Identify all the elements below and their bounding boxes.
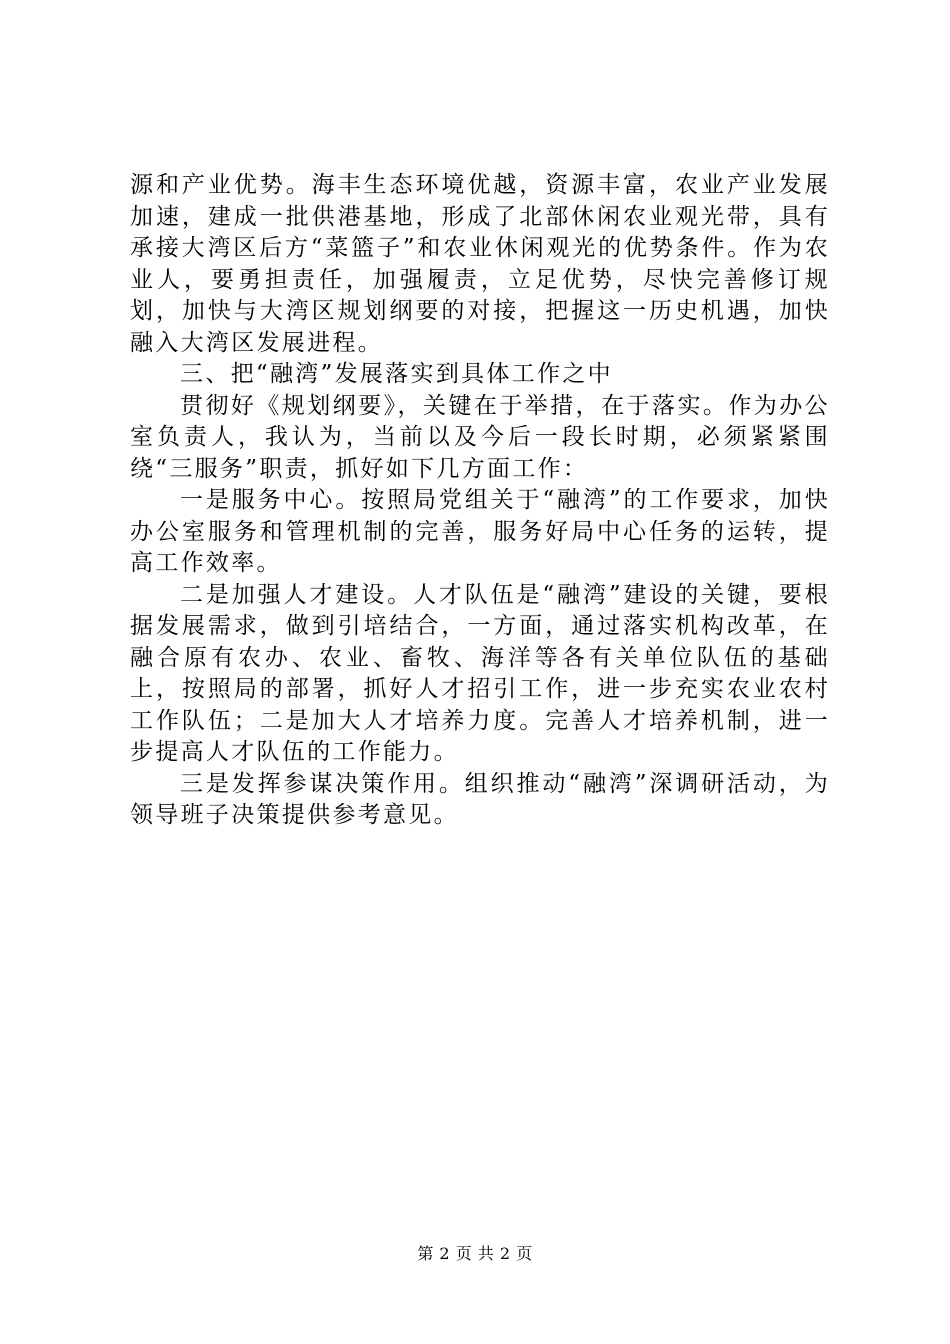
paragraph-item-1: 一是服务中心。按照局党组关于“融湾”的工作要求，加快办公室服务和管理机制的完善，服务好局中心任务的运转，提高工作效率。 xyxy=(130,487,830,576)
paragraph-item-3: 三是发挥参谋决策作用。组织推动“融湾”深调研活动，为领导班子决策提供参考意见。 xyxy=(130,770,830,828)
paragraph-continuation: 源和产业优势。海丰生态环境优越，资源丰富，农业产业发展加速，建成一批供港基地，形成了北部休闲农业观光带，具有承接大湾区后方“菜篮子”和农业休闲观光的优势条件。作为农业人，要勇担责任，加强履责，立足优势，尽快完善修订规划，加快与大湾区规划纲要的对接，把握这一历史机遇，加快融入大湾区发展进程。 xyxy=(130,172,830,356)
paragraph-intro: 贯彻好《规划纲要》，关键在于举措，在于落实。作为办公室负责人，我认为，当前以及今后一段长时期，必须紧紧围绕“三服务”职责，抓好如下几方面工作： xyxy=(130,392,830,482)
section-heading: 三、把“融湾”发展落实到具体工作之中 xyxy=(180,361,613,387)
paragraph-item-2: 二是加强人才建设。人才队伍是“融湾”建设的关键，要根据发展需求，做到引培结合，一方面，通过落实机构改革，在融合原有农办、农业、畜牧、海洋等各有关单位队伍的基础上，按照局的部署，抓好人才招引工作，进一步充实农业农村工作队伍；二是加大人才培养力度。完善人才培养机制，进一步提高人才队伍的工作能力。 xyxy=(130,581,830,765)
document-body xyxy=(130,170,830,832)
page-footer: 第 2 页 共 2 页 xyxy=(417,1244,533,1263)
